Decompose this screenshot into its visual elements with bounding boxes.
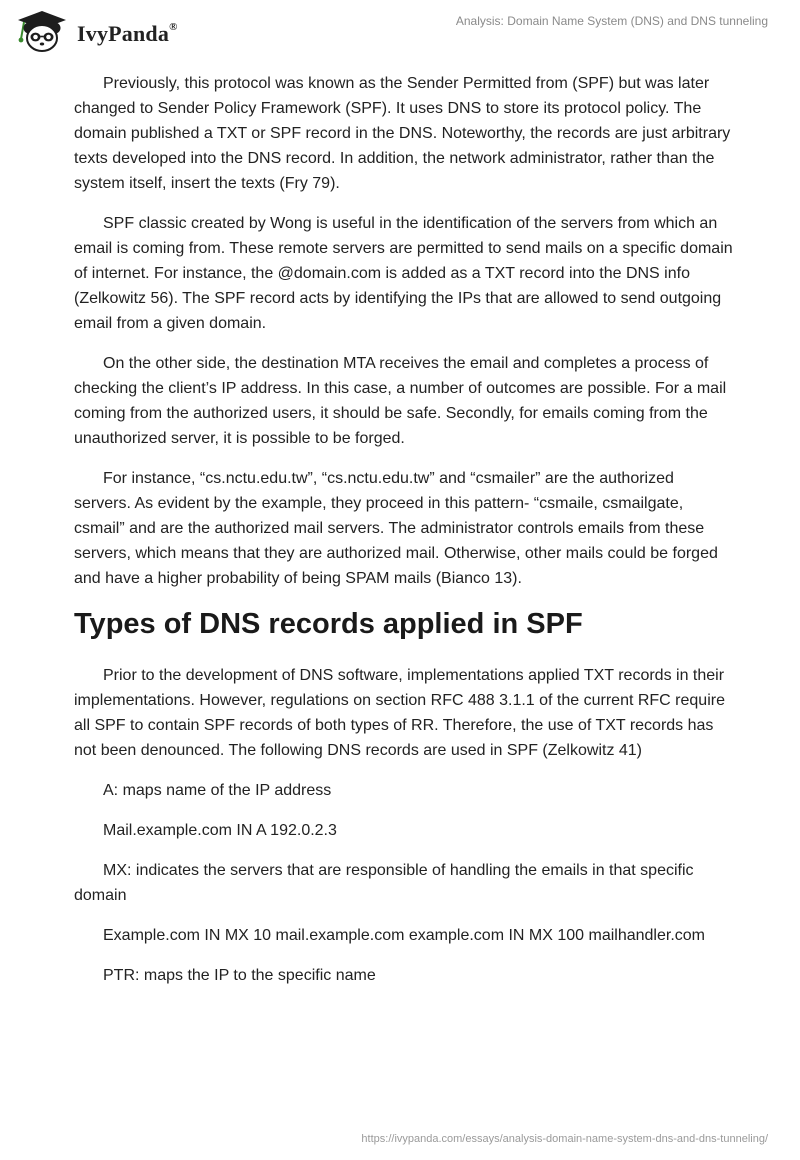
essay-body (74, 71, 734, 1003)
paragraph: On the other side, the destination MTA receives the email and completes a process of checking the client’s IP address. In this case, a number of outcomes are possible. For a mail coming from the authorized users, it should be safe. Secondly, for emails coming from the unauthorized server, it is possible to be forged. (74, 355, 727, 447)
brand-name: IvyPanda® (77, 20, 178, 46)
document-title: Analysis: Domain Name System (DNS) and DNS tunneling (455, 14, 768, 28)
panda-graduate-icon (14, 9, 70, 53)
list-item: Example.com IN MX 10 mail.example.com example.com IN MX 100 mailhandler.com (103, 927, 705, 944)
paragraph: SPF classic created by Wong is useful in the identification of the servers from which an email is coming from. These remote servers are permitted to send mails on a specific domain of internet. For instance, the @domain.com is added as a TXT record into the DNS info (Zelkowitz 56). The SPF record acts by identifying the IPs that are allowed to send outgoing email from a given domain. (74, 215, 733, 332)
source-url-link[interactable]: https://ivypanda.com/essays/analysis-domain-name-system-dns-and-dns-tunneling/ (361, 1133, 768, 1145)
list-item: Mail.example.com IN A 192.0.2.3 (103, 822, 337, 839)
page-header (0, 0, 800, 60)
list-item: A: maps name of the IP address (103, 782, 332, 799)
paragraph: For instance, “cs.nctu.edu.tw”, “cs.nctu.edu.tw” and “csmailer” are the authorized servers. As evident by the example, they proceed in this pattern- “csmaile, csmailgate, csmail” and are the authorized mail servers. The administrator controls emails from these servers, which means that they are authorized mail. Otherwise, other mails could be forged and have a higher probability of being SPAM mails (Bianco 13). (74, 470, 718, 587)
ivypanda-logo[interactable] (14, 9, 214, 53)
list-item: MX: indicates the servers that are responsible of handling the emails in that specific domain (74, 862, 694, 904)
paragraph: Previously, this protocol was known as the Sender Permitted from (SPF) but was later changed to Sender Policy Framework (SPF). It uses DNS to store its protocol policy. The domain published a TXT or SPF record in the DNS. Noteworthy, the records are just arbitrary texts developed into the DNS record. In addition, the network administrator, rather than the system itself, insert the texts (Fry 79). (74, 75, 731, 192)
list-item: PTR: maps the IP to the specific name (103, 967, 376, 984)
paragraph: Prior to the development of DNS software, implementations applied TXT records in their implementations. However, regulations on section RFC 488 3.1.1 of the current RFC require all SPF to contain SPF records of both types of RR. Therefore, the use of TXT records has not been denounced. The following DNS records are used in SPF (Zelkowitz 41) (74, 667, 725, 759)
section-heading: Types of DNS records applied in SPF (74, 608, 583, 640)
